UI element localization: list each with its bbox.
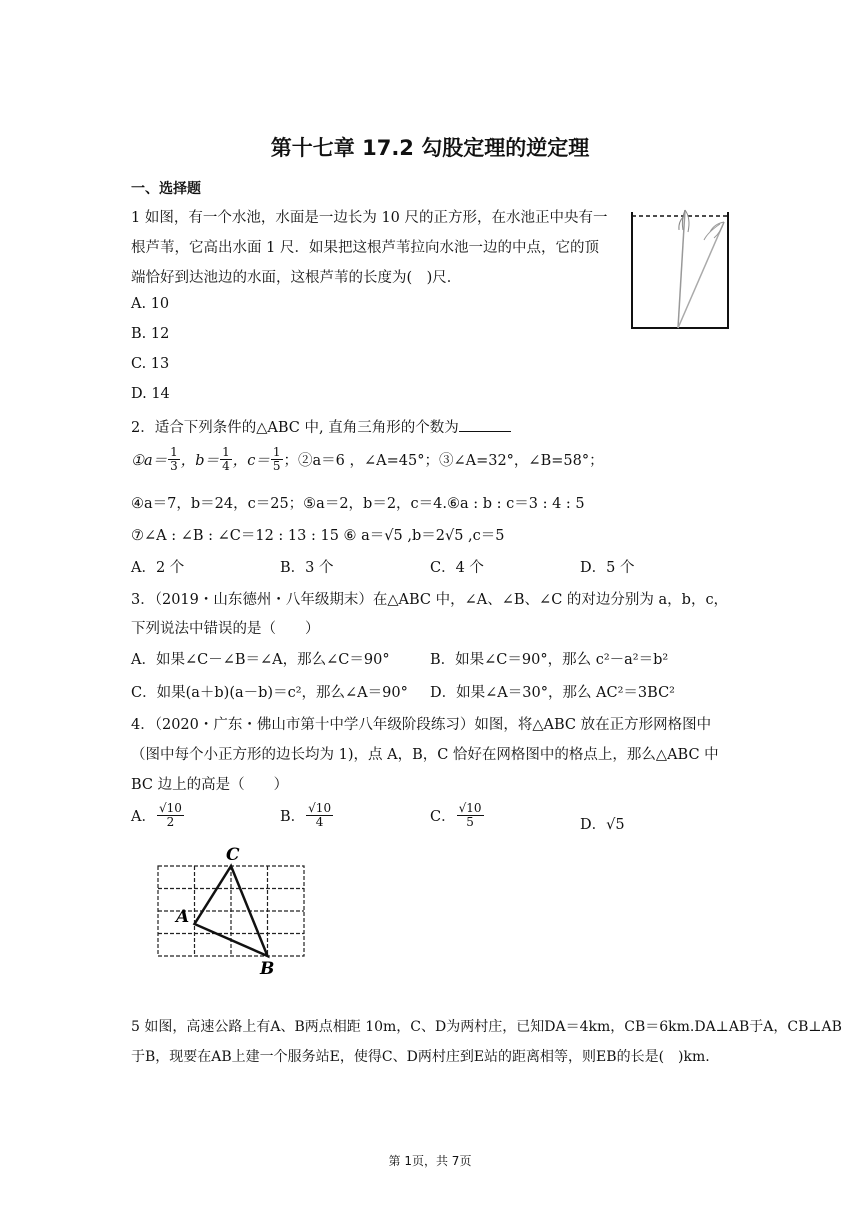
q3-option-a: A．如果∠C－∠B＝∠A，那么∠C＝90° [131, 652, 390, 668]
fraction-sqrt10-over-5 [457, 802, 484, 829]
fraction-one-fifth [271, 446, 283, 473]
q4-line1: 4．（2020・广东・佛山市第十中学八年级阶段练习）如图，将△ABC 放在正方形网格图中 [131, 717, 712, 733]
q2-row1-c: ，c＝ [232, 453, 270, 469]
q4-option-d: D．√5 [580, 817, 625, 833]
q3-option-c: C．如果(a＋b)(a－b)＝c²，那么∠A＝90° [131, 685, 408, 701]
numerator: 1 [272, 445, 281, 459]
q4-option-a [131, 802, 185, 829]
option-label: A． [131, 809, 156, 825]
numerator: 1 [222, 445, 230, 459]
fraction-one-third [168, 446, 180, 473]
q2-option-b: B．3 个 [280, 560, 334, 576]
q2-row1-b: ，b＝ [180, 453, 220, 469]
answer-blank [459, 419, 511, 432]
q3-line2: 下列说法中错误的是（ ） [131, 621, 320, 637]
denominator: 3 [170, 459, 178, 473]
pond-reed-figure [628, 202, 732, 332]
q2-option-c: C．4 个 [430, 560, 484, 576]
page-title: 第十七章 17.2 勾股定理的逆定理 [270, 136, 590, 160]
page-footer: 第 1页，共 7页 [388, 1154, 472, 1168]
q2-row3: ⑦∠A : ∠B : ∠C＝12 : 13 : 15 ⑥ a＝√5 ,b＝2√5 ,c＝5 [131, 528, 505, 544]
q1-line1: 1 如图，有一个水池，水面是一边长为 10 尺的正方形，在水池正中央有一 [131, 210, 608, 226]
numerator: √10 [308, 801, 332, 815]
numerator: 1 [170, 445, 178, 459]
option-label: B． [280, 809, 306, 825]
vertex-label-c: C [226, 845, 240, 865]
q1-line3: 端恰好到达池边的水面，这根芦苇的长度为( )尺． [131, 270, 462, 286]
denominator: 4 [315, 815, 324, 829]
q2-row1 [131, 446, 604, 473]
q3-option-b: B．如果∠C＝90°，那么 c²－a²＝b² [430, 652, 669, 668]
q1-line2: 根芦苇，它高出水面 1 尺．如果把这根芦苇拉向水池一边的中点，它的顶 [131, 240, 599, 256]
q2-row1-a: ①a＝ [131, 453, 168, 469]
vertex-label-a: A [176, 907, 190, 927]
q5-line2: 于B，现要在AB上建一个服务站E，使得C、D两村庄到E站的距离相等，则EB的长是( )km. [131, 1049, 710, 1065]
q1-option-b: B. 12 [131, 326, 170, 342]
q1-option-d: D. 14 [131, 386, 170, 402]
q2-option-a: A．2 个 [131, 560, 185, 576]
vertex-label-b: B [260, 959, 275, 978]
q4-line3: BC 边上的高是（ ） [131, 777, 289, 793]
fraction-one-fourth [220, 446, 232, 473]
q2-option-d: D．5 个 [580, 560, 635, 576]
fraction-sqrt10-over-2 [157, 802, 184, 829]
q2-stem [131, 416, 511, 437]
section-heading: 一、选择题 [131, 181, 201, 197]
denominator: 4 [222, 459, 230, 473]
q4-line2: （图中每个小正方形的边长均为 1)，点 A，B，C 恰好在网格图中的格点上，那么△ABC 中 [131, 747, 719, 763]
q3-option-d: D．如果∠A＝30°，那么 AC²＝3BC² [430, 685, 675, 701]
q2-row1-rest: ；②a＝6 ，∠A=45°；③∠A=32°，∠B=58°； [283, 453, 604, 469]
grid-triangle-figure [150, 844, 318, 978]
option-label: C． [430, 809, 456, 825]
q1-option-c: C. 13 [131, 356, 170, 372]
numerator: √10 [158, 801, 182, 815]
denominator: 2 [166, 815, 175, 829]
fraction-sqrt10-over-4 [306, 802, 333, 829]
q4-option-b [280, 802, 334, 829]
denominator: 5 [466, 815, 474, 829]
q1-option-a: A. 10 [131, 296, 170, 312]
denominator: 5 [272, 459, 281, 473]
q5-line1: 5 如图，高速公路上有A、B两点相距 10m，C、D为两村庄，已知DA＝4km，CB＝6km.DA⊥AB于A，CB⊥AB [131, 1019, 842, 1035]
q4-option-c [430, 802, 485, 829]
numerator: √10 [458, 801, 482, 815]
q2-stem-text: 2．适合下列条件的△ABC 中, 直角三角形的个数为 [131, 420, 459, 436]
q2-row2: ④a＝7，b＝24，c＝25；⑤a＝2，b＝2，c＝4.⑥a : b : c＝3 : 4 : 5 [131, 496, 585, 512]
q3-line1: 3．（2019・山东德州・八年级期末）在△ABC 中，∠A、∠B、∠C 的对边分别为 a，b，c， [131, 592, 729, 608]
